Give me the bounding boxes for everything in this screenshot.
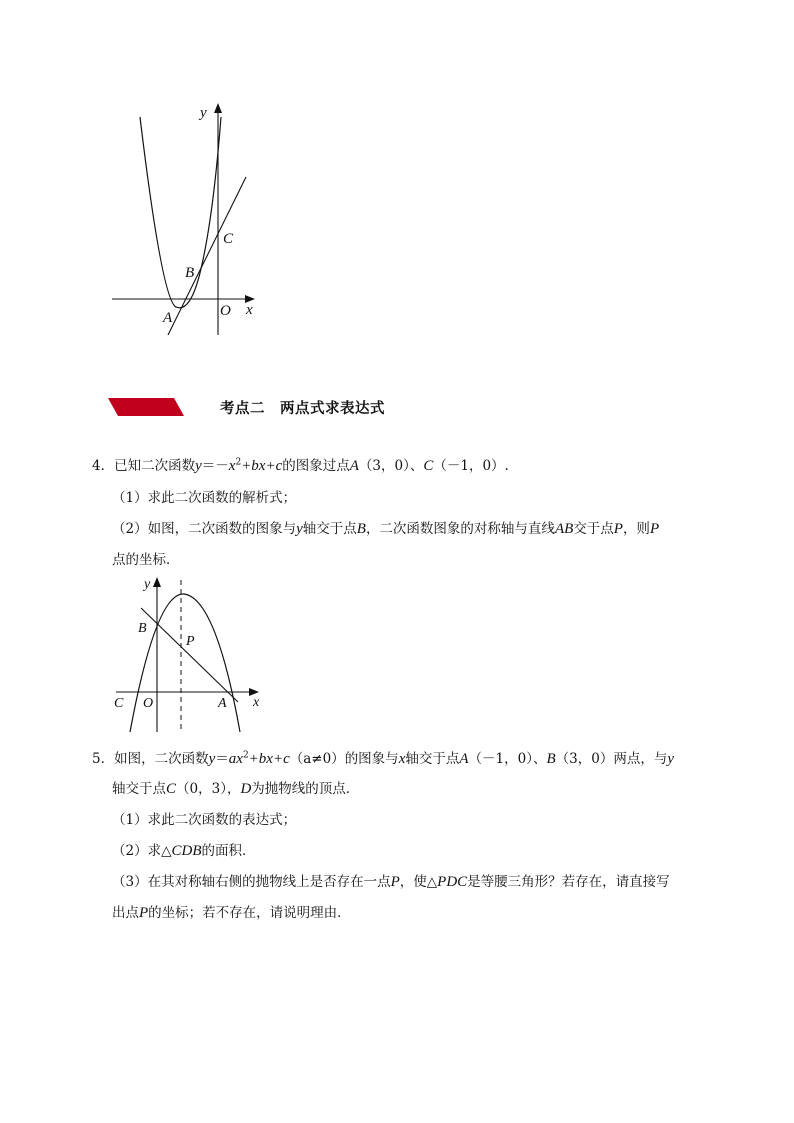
q5-part-1: （1）求此二次函数的表达式； — [112, 812, 297, 828]
label-o: O — [220, 303, 231, 319]
q4-part-1: （1）求此二次函数的解析式； — [112, 490, 297, 506]
q5-part-3-cont: 出点P的坐标；若不存在，请说明理由． — [112, 905, 351, 921]
label-c: C — [114, 696, 124, 711]
q5-part-2: （2）求△CDB的面积． — [112, 843, 256, 859]
label-x: x — [253, 695, 260, 710]
label-y: y — [200, 105, 207, 121]
q5-number: 5． — [92, 751, 115, 767]
line-ac — [168, 177, 246, 335]
label-y: y — [144, 577, 151, 592]
section-title: 考点二 两点式求表达式 — [220, 401, 385, 417]
parabola-curve — [130, 594, 240, 732]
figure-1-parabola-and-line — [100, 95, 270, 345]
q5-stem-cont: 轴交于点C（0，3），D为抛物线的顶点． — [112, 781, 360, 797]
label-a: A — [218, 696, 227, 711]
label-c: C — [223, 231, 234, 247]
y-axis-arrow — [153, 577, 161, 587]
label-x: x — [246, 302, 253, 318]
label-b: B — [138, 621, 147, 636]
q4-stem: 4．已知二次函数$y=-x^2+bx+c$的图象过点A（3，0）、C（－1，0）. — [92, 457, 509, 474]
q4-part-2-cont: 点的坐标． — [112, 552, 180, 568]
y-axis-arrow — [214, 103, 222, 113]
q5-part-3: （3）在其对称轴右侧的抛物线上是否存在一点P，使△PDC是等腰三角形？若存在，请直接写 — [112, 874, 670, 890]
label-b: B — [185, 265, 195, 281]
label-o: O — [143, 696, 154, 711]
section-marker-shape — [108, 398, 184, 416]
line-ab — [141, 608, 238, 702]
label-a: A — [163, 310, 173, 326]
section-heading — [108, 392, 508, 422]
q5-stem: 5．如图，二次函数$y=ax^2+bx+c(a\ne 0)$的图象与x轴交于点A（－1，0）、B（3，0）两点，与y — [92, 750, 674, 767]
figure-2-parabola-symmetry-axis — [108, 572, 268, 737]
label-p: P — [186, 634, 195, 649]
q4-part-2: （2）如图，二次函数的图象与y轴交于点B，二次函数图象的对称轴与直线AB交于点P，则P — [112, 521, 660, 537]
q4-number: 4． — [92, 458, 115, 474]
parabola-curve — [140, 117, 221, 308]
